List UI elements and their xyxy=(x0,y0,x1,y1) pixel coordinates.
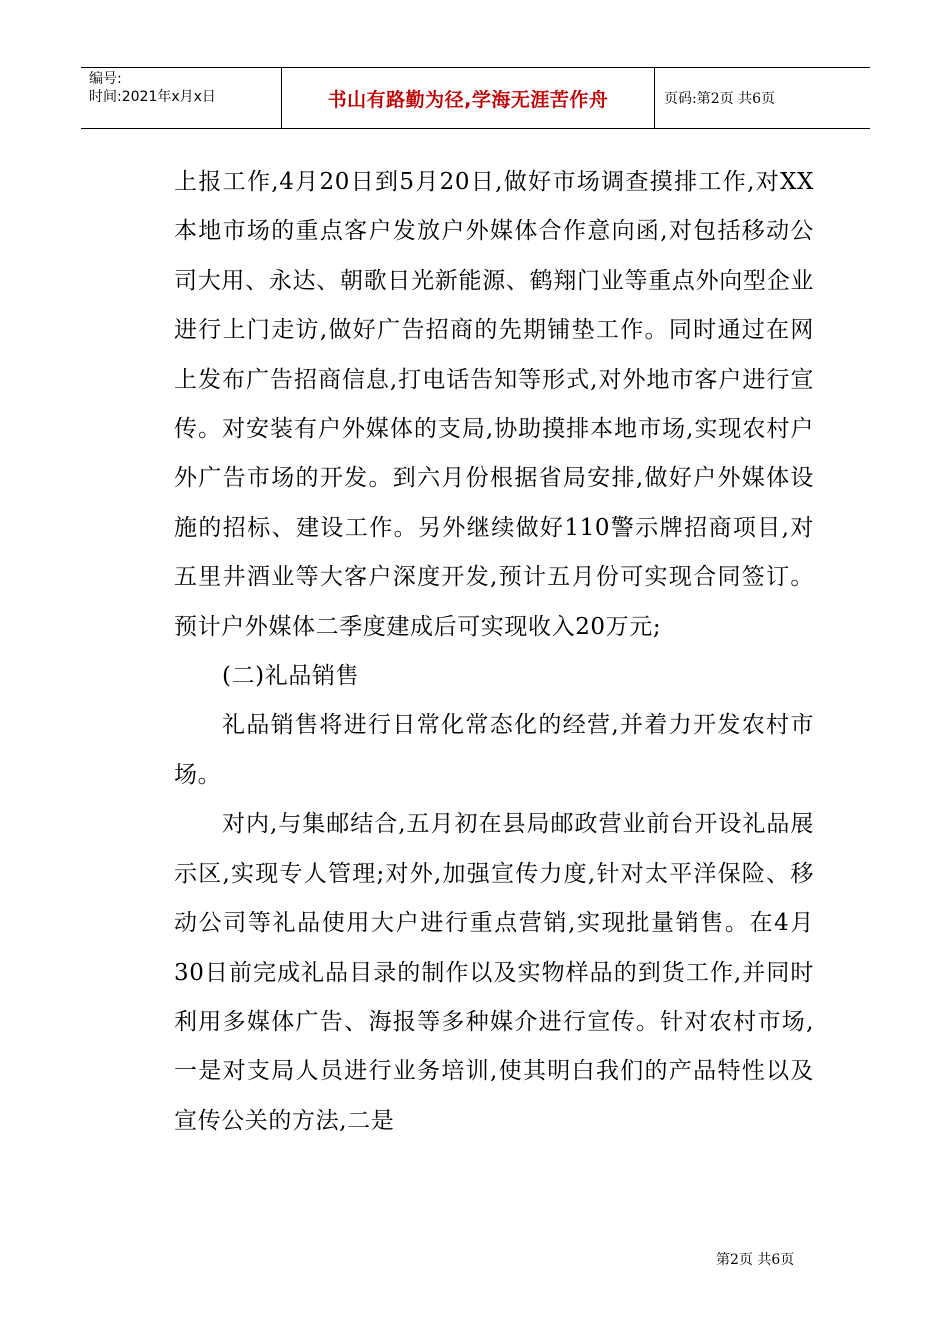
section-heading: (二)礼品销售 xyxy=(222,663,360,690)
header-table xyxy=(81,67,870,129)
header-page-info: 页码:第2页 共6页 xyxy=(664,91,775,107)
document-date-label: 时间:2021年x月x日 xyxy=(89,89,216,105)
document-body xyxy=(174,158,814,1146)
header-meta-cell xyxy=(81,68,282,128)
header-page-cell xyxy=(655,68,870,128)
header-motto-cell xyxy=(282,68,655,128)
body-paragraph: 上报工作,4月20日到5月20日,做好市场调查摸排工作,对XX本地市场的重点客户发放户外媒体合作意向函,对包括移动公司大用、永达、朝歌日光新能源、鹤翔门业等重点外向型企业进行上门走访,做好广告招商的先期铺垫工作。同时通过在网上发布广告招商信息,打电话告知等形式,对外地市客户进行宣传。对安装有户外媒体的支局,协助摸排本地市场,实现农村户外广告市场的开发。到六月份根据省局安排,做好户外媒体设施的招标、建设工作。另外继续做好110警示牌招商项目,对五里井酒业等大客户深度开发,预计五月份可实现合同签订。预计户外媒体二季度建成后可实现收入20万元; xyxy=(174,169,814,640)
body-paragraph: 对内,与集邮结合,五月初在县局邮政营业前台开设礼品展示区,实现专人管理;对外,加强宣传力度,针对太平洋保险、移动公司等礼品使用大户进行重点营销,实现批量销售。在4月30日前完成礼品目录的制作以及实物样品的到货工作,并同时利用多媒体广告、海报等多种媒介进行宣传。针对农村市场,一是对支局人员进行业务培训,使其明白我们的产品特性以及宣传公关的方法,二是 xyxy=(174,811,814,1134)
header-motto: 书山有路勤为径,学海无涯苦作舟 xyxy=(327,88,609,111)
footer-page-info: 第2页 共6页 xyxy=(716,1252,795,1268)
document-number-label: 编号: xyxy=(89,71,122,87)
body-paragraph: 礼品销售将进行日常化常态化的经营,并着力开发农村市场。 xyxy=(174,712,814,788)
